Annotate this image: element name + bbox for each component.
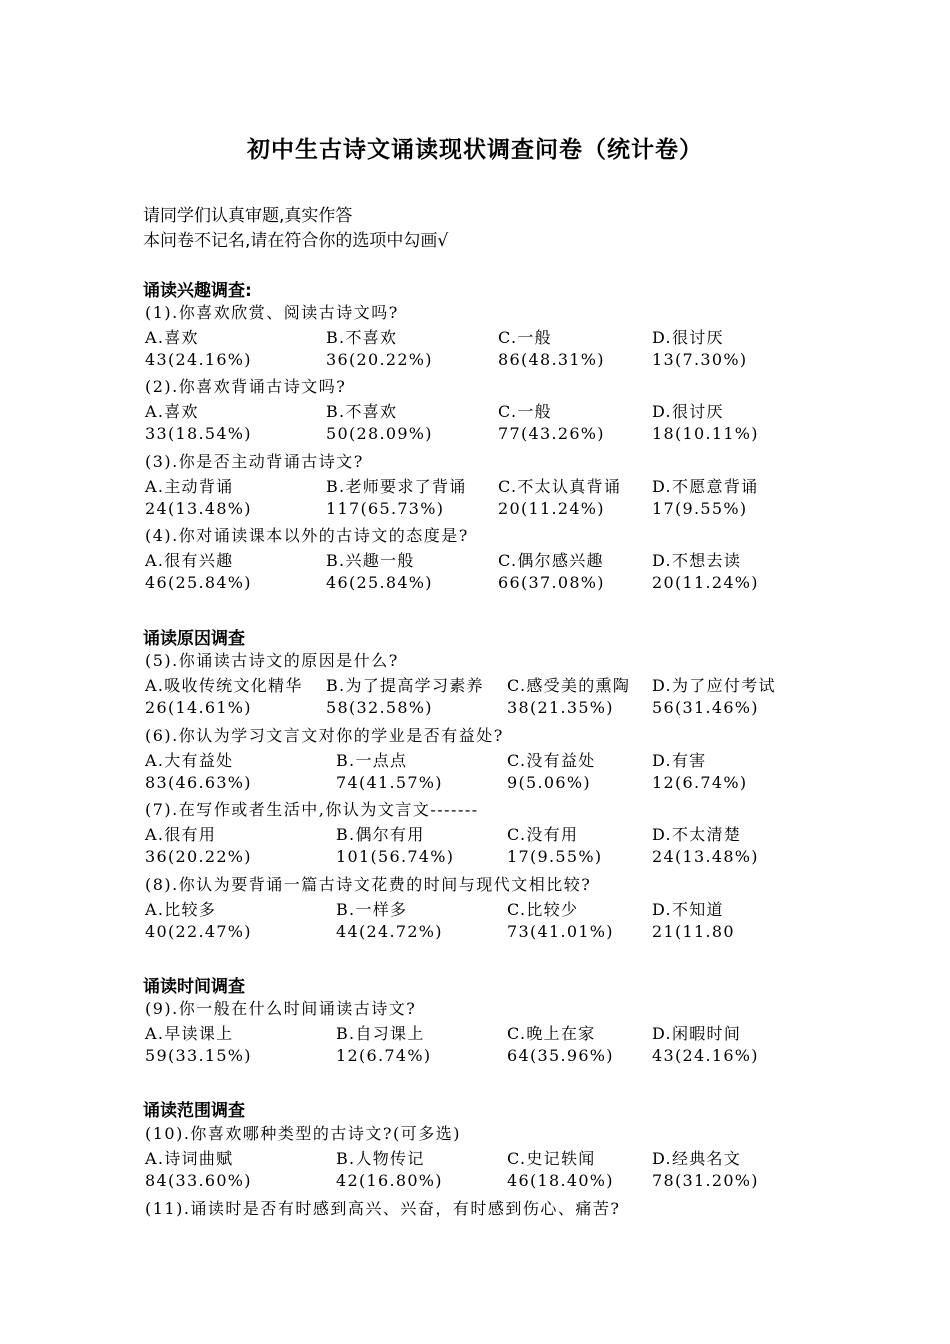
result-b: 42(16.80%) xyxy=(336,1171,443,1190)
option-a: A.喜欢 xyxy=(145,402,199,421)
question-1-options xyxy=(145,325,845,347)
result-b: 46(25.84%) xyxy=(326,573,433,592)
result-b: 50(28.09%) xyxy=(326,424,433,443)
question-1-results xyxy=(145,350,845,372)
result-c: 66(37.08%) xyxy=(498,573,605,592)
result-d: 20(11.24%) xyxy=(652,573,759,592)
question-4-results xyxy=(145,573,845,595)
question-3-results xyxy=(145,499,845,521)
result-a: 36(20.22%) xyxy=(145,847,252,866)
result-a: 24(13.48%) xyxy=(145,499,252,518)
option-d: D.有害 xyxy=(652,751,707,770)
option-d: D.很讨厌 xyxy=(652,402,724,421)
result-d: 17(9.55%) xyxy=(652,499,748,518)
question-3-text: (3).你是否主动背诵古诗文? xyxy=(145,452,364,471)
option-a: A.吸收传统文化精华 xyxy=(145,676,303,695)
option-d: D.闲暇时间 xyxy=(652,1024,742,1043)
option-a: A.大有益处 xyxy=(145,751,234,770)
section-title-scope: 诵读范围调查 xyxy=(143,1101,245,1121)
question-8-options xyxy=(145,897,845,919)
result-b: 44(24.72%) xyxy=(336,922,443,941)
result-b: 36(20.22%) xyxy=(326,350,433,369)
question-4-options xyxy=(145,548,845,570)
option-d: D.不想去读 xyxy=(652,551,742,570)
result-a: 59(33.15%) xyxy=(145,1046,252,1065)
question-9-text: (9).你一般在什么时间诵读古诗文? xyxy=(145,999,417,1018)
result-b: 74(41.57%) xyxy=(336,773,443,792)
result-d: 12(6.74%) xyxy=(652,773,748,792)
question-3-options xyxy=(145,474,845,496)
result-d: 43(24.16%) xyxy=(652,1046,759,1065)
option-d: D.为了应付考试 xyxy=(652,676,776,695)
question-2-options xyxy=(145,399,845,421)
result-b: 58(32.58%) xyxy=(326,698,433,717)
result-a: 84(33.60%) xyxy=(145,1171,252,1190)
question-5-text: (5).你诵读古诗文的原因是什么? xyxy=(145,651,399,670)
option-b: B.一样多 xyxy=(336,900,408,919)
option-d: D.很讨厌 xyxy=(652,328,724,347)
option-c: C.史记轶闻 xyxy=(507,1149,596,1168)
intro-line-1: 请同学们认真审题,真实作答 xyxy=(143,206,353,226)
result-b: 101(56.74%) xyxy=(336,847,455,866)
question-10-text: (10).你喜欢哪种类型的古诗文?(可多选) xyxy=(145,1124,461,1143)
option-a: A.早读课上 xyxy=(145,1024,234,1043)
question-2-text: (2).你喜欢背诵古诗文吗? xyxy=(145,377,347,396)
question-8-text: (8).你认为要背诵一篇古诗文花费的时间与现代文相比较? xyxy=(145,875,592,894)
result-d: 78(31.20%) xyxy=(652,1171,759,1190)
option-d: D.不知道 xyxy=(652,900,724,919)
question-1-text: (1).你喜欢欣赏、阅读古诗文吗? xyxy=(145,303,399,322)
question-9-options xyxy=(145,1021,845,1043)
document-title: 初中生古诗文诵读现状调查问卷（统计卷） xyxy=(247,137,703,163)
option-c: C.感受美的熏陶 xyxy=(507,676,631,695)
question-5-options xyxy=(145,673,845,695)
result-d: 24(13.48%) xyxy=(652,847,759,866)
question-11-text: (11).诵读时是否有时感到高兴、兴奋，有时感到伤心、痛苦? xyxy=(145,1199,621,1218)
question-7-text: (7).在写作或者生活中,你认为文言文------- xyxy=(145,800,479,819)
question-7-results xyxy=(145,847,845,869)
option-c: C.不太认真背诵 xyxy=(498,477,622,496)
question-6-results xyxy=(145,773,845,795)
option-c: C.一般 xyxy=(498,402,552,421)
result-d: 18(10.11%) xyxy=(652,424,759,443)
result-c: 86(48.31%) xyxy=(498,350,605,369)
option-a: A.很有兴趣 xyxy=(145,551,234,570)
result-c: 9(5.06%) xyxy=(507,773,591,792)
result-b: 12(6.74%) xyxy=(336,1046,432,1065)
question-10-results xyxy=(145,1171,845,1193)
option-c: C.没有益处 xyxy=(507,751,596,770)
question-6-text: (6).你认为学习文言文对你的学业是否有益处? xyxy=(145,726,504,745)
option-a: A.喜欢 xyxy=(145,328,199,347)
result-d: 56(31.46%) xyxy=(652,698,759,717)
question-2-results xyxy=(145,424,845,446)
result-d: 13(7.30%) xyxy=(652,350,748,369)
result-a: 43(24.16%) xyxy=(145,350,252,369)
question-5-results xyxy=(145,698,845,720)
result-c: 64(35.96%) xyxy=(507,1046,614,1065)
option-c: C.没有用 xyxy=(507,825,579,844)
result-c: 77(43.26%) xyxy=(498,424,605,443)
intro-line-2: 本问卷不记名,请在符合你的选项中勾画√ xyxy=(143,231,449,251)
result-a: 83(46.63%) xyxy=(145,773,252,792)
section-title-interest: 诵读兴趣调查: xyxy=(143,281,252,301)
option-a: A.很有用 xyxy=(145,825,217,844)
option-a: A.诗词曲赋 xyxy=(145,1149,234,1168)
result-b: 117(65.73%) xyxy=(326,499,445,518)
section-title-reason: 诵读原因调查 xyxy=(143,629,245,649)
option-b: B.偶尔有用 xyxy=(336,825,425,844)
option-c: C.比较少 xyxy=(507,900,579,919)
result-a: 26(14.61%) xyxy=(145,698,252,717)
option-a: A.主动背诵 xyxy=(145,477,234,496)
option-c: C.偶尔感兴趣 xyxy=(498,551,604,570)
option-b: B.人物传记 xyxy=(336,1149,425,1168)
question-9-results xyxy=(145,1046,845,1068)
result-d: 21(11.80 xyxy=(652,922,735,941)
option-d: D.不愿意背诵 xyxy=(652,477,759,496)
result-c: 17(9.55%) xyxy=(507,847,603,866)
option-d: D.经典名文 xyxy=(652,1149,742,1168)
question-8-results xyxy=(145,922,845,944)
question-4-text: (4).你对诵读课本以外的古诗文的态度是? xyxy=(145,526,469,545)
option-b: B.自习课上 xyxy=(336,1024,425,1043)
option-b: B.老师要求了背诵 xyxy=(326,477,467,496)
option-b: B.一点点 xyxy=(336,751,408,770)
result-a: 46(25.84%) xyxy=(145,573,252,592)
option-b: B.兴趣一般 xyxy=(326,551,415,570)
result-a: 33(18.54%) xyxy=(145,424,252,443)
option-c: C.晚上在家 xyxy=(507,1024,596,1043)
option-c: C.一般 xyxy=(498,328,552,347)
question-7-options xyxy=(145,822,845,844)
result-a: 40(22.47%) xyxy=(145,922,252,941)
result-c: 20(11.24%) xyxy=(498,499,605,518)
option-a: A.比较多 xyxy=(145,900,217,919)
question-10-options xyxy=(145,1146,845,1168)
result-c: 73(41.01%) xyxy=(507,922,614,941)
result-c: 38(21.35%) xyxy=(507,698,614,717)
result-c: 46(18.40%) xyxy=(507,1171,614,1190)
option-d: D.不太清楚 xyxy=(652,825,742,844)
option-b: B.不喜欢 xyxy=(326,402,398,421)
option-b: B.为了提高学习素养 xyxy=(326,676,484,695)
section-title-time: 诵读时间调查 xyxy=(143,977,245,997)
question-6-options xyxy=(145,748,845,770)
option-b: B.不喜欢 xyxy=(326,328,398,347)
